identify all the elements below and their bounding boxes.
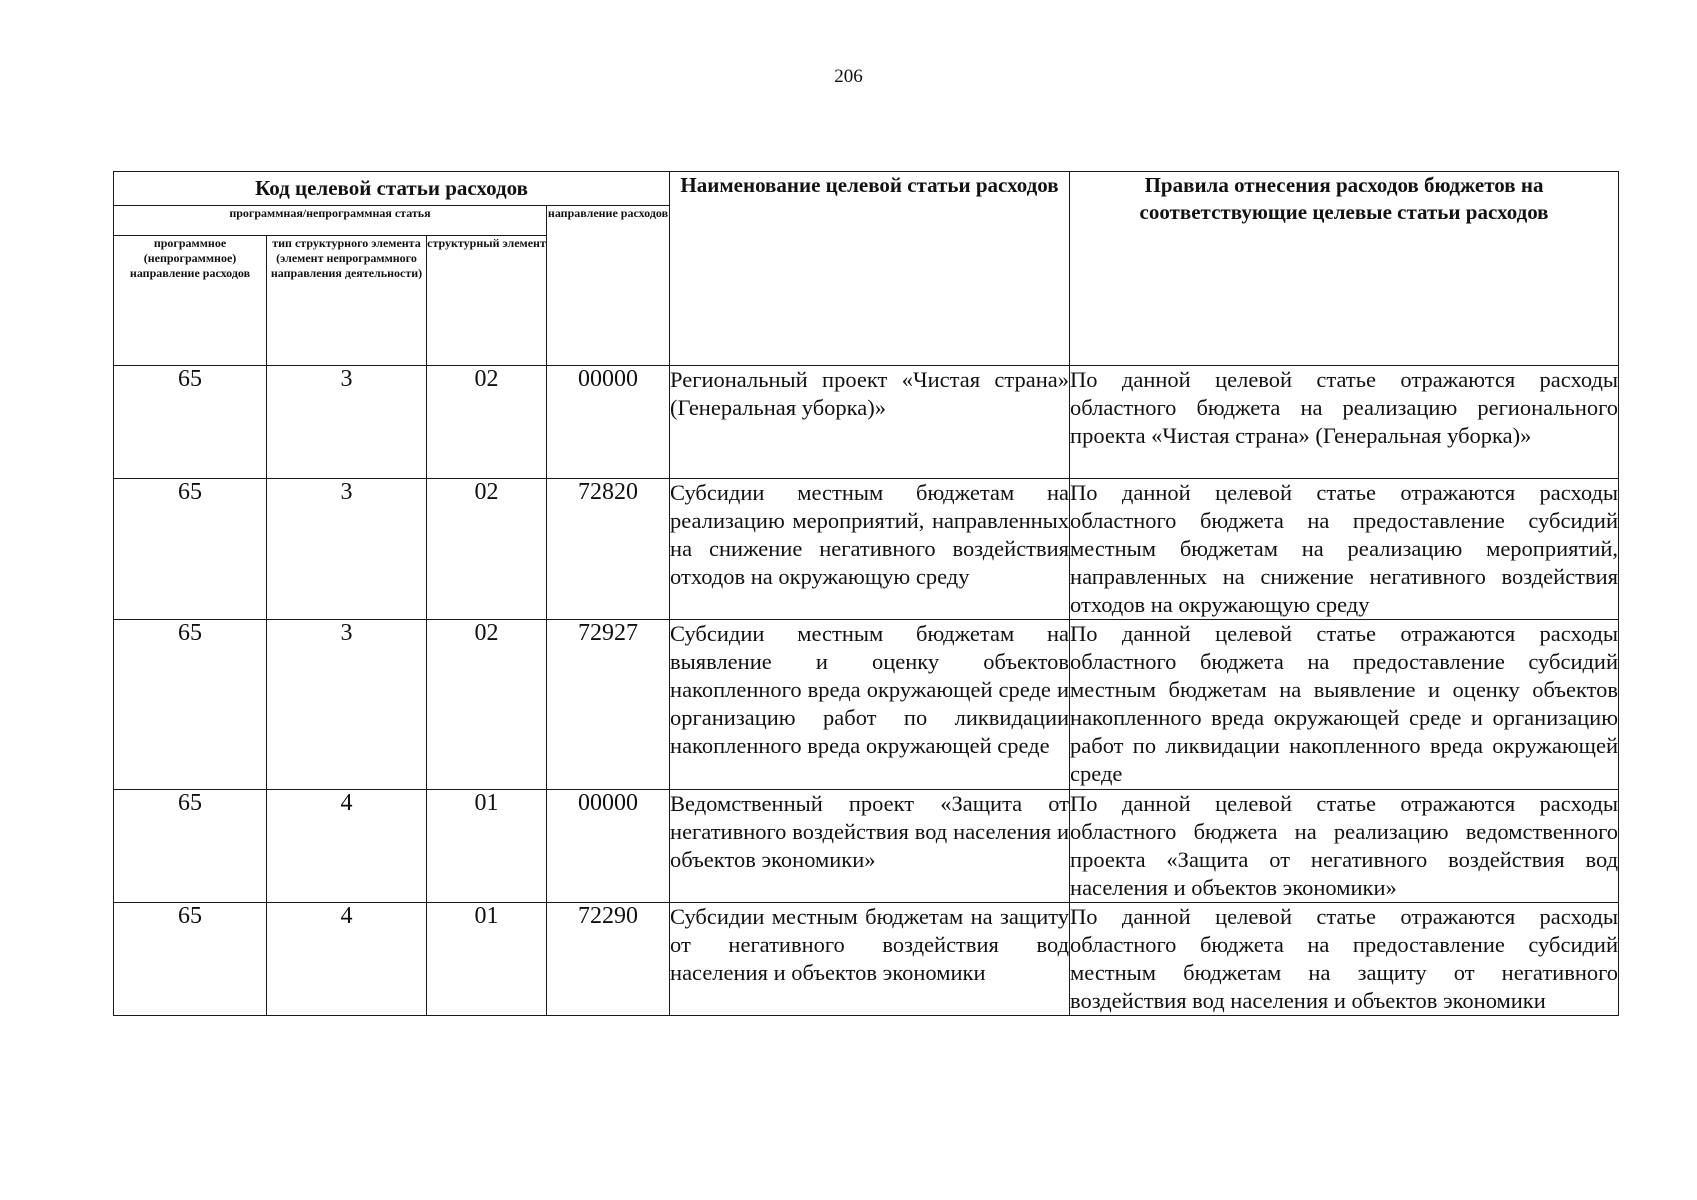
name-header: Наименование целевой статьи расходов xyxy=(670,172,1070,366)
element-code: 02 xyxy=(427,620,547,790)
type-code: 3 xyxy=(267,366,427,479)
direction-code: 72290 xyxy=(547,903,670,1016)
structural-element-header: структурный элемент xyxy=(427,236,547,366)
article-rule: По данной целевой статье отражаются расходы областного бюджета на реализацию регионального проекта «Чистая страна» (Генеральная уборка)» xyxy=(1070,366,1619,479)
element-code: 01 xyxy=(427,790,547,903)
program-code: 65 xyxy=(114,790,267,903)
element-code: 01 xyxy=(427,903,547,1016)
article-name: Субсидии местным бюджетам на выявление и оценку объектов накопленного вреда окружающей среде и организацию работ по ликвидации накопленного вреда окружающей среде xyxy=(670,620,1070,790)
code-header: Код целевой статьи расходов xyxy=(114,172,670,206)
program-code: 65 xyxy=(114,903,267,1016)
type-code: 3 xyxy=(267,479,427,620)
program-code: 65 xyxy=(114,366,267,479)
table-row xyxy=(114,366,1619,479)
page-number: 206 xyxy=(834,66,863,87)
table-row xyxy=(114,620,1619,790)
rules-header: Правила отнесения расходов бюджетов на соответствующие целевые статьи расходов xyxy=(1070,172,1619,366)
article-rule: По данной целевой статье отражаются расходы областного бюджета на предоставление субсидий местным бюджетам на защиту от негативного воздействия вод населения и объектов экономики xyxy=(1070,903,1619,1016)
article-rule: По данной целевой статье отражаются расходы областного бюджета на предоставление субсидий местным бюджетам на реализацию мероприятий, направленных на снижение негативного воздействия отходов на окружающую среду xyxy=(1070,479,1619,620)
program-direction-header: программное (непрограммное) направление расходов xyxy=(114,236,267,366)
type-code: 4 xyxy=(267,790,427,903)
program-article-header: программная/непрограммная статья xyxy=(114,206,547,236)
direction-code: 00000 xyxy=(547,790,670,903)
article-rule: По данной целевой статье отражаются расходы областного бюджета на предоставление субсидий местным бюджетам на выявление и оценку объектов накопленного вреда окружающей среде и организацию работ по ликвидации накопленного вреда окружающей среде xyxy=(1070,620,1619,790)
article-name: Региональный проект «Чистая страна» (Генеральная уборка)» xyxy=(670,366,1070,479)
table-row xyxy=(114,479,1619,620)
direction-code: 72820 xyxy=(547,479,670,620)
program-code: 65 xyxy=(114,479,267,620)
type-code: 4 xyxy=(267,903,427,1016)
type-code: 3 xyxy=(267,620,427,790)
direction-code: 00000 xyxy=(547,366,670,479)
target-articles-table xyxy=(113,171,1619,1016)
element-code: 02 xyxy=(427,366,547,479)
article-name: Субсидии местным бюджетам на защиту от негативного воздействия вод населения и объектов экономики xyxy=(670,903,1070,1016)
direction-header: направление расходов xyxy=(547,206,670,366)
table-row xyxy=(114,790,1619,903)
structural-type-header: тип структурного элемента (элемент непрограммного направления деятельности) xyxy=(267,236,427,366)
element-code: 02 xyxy=(427,479,547,620)
article-name: Субсидии местным бюджетам на реализацию мероприятий, направленных на снижение негативного воздействия отходов на окружающую среду xyxy=(670,479,1070,620)
direction-code: 72927 xyxy=(547,620,670,790)
article-rule: По данной целевой статье отражаются расходы областного бюджета на реализацию ведомственного проекта «Защита от негативного воздействия вод населения и объектов экономики» xyxy=(1070,790,1619,903)
article-name: Ведомственный проект «Защита от негативного воздействия вод населения и объектов экономики» xyxy=(670,790,1070,903)
program-code: 65 xyxy=(114,620,267,790)
table-row xyxy=(114,903,1619,1016)
